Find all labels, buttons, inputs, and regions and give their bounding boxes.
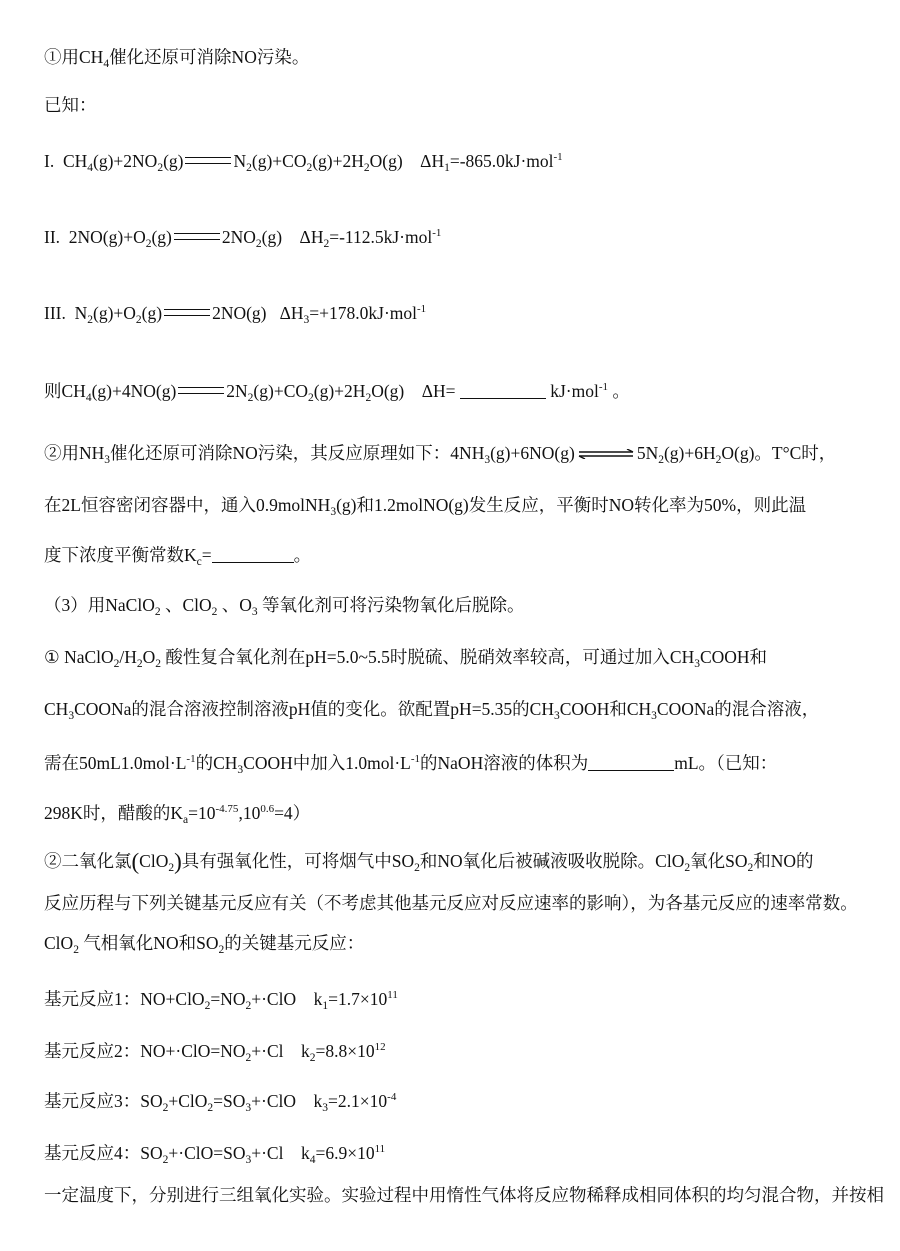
reaction-arrow-icon bbox=[185, 157, 231, 164]
part3-s1-line1: ① $NaClO_2/H_2O_2$ 酸性复合氧化剂在pH=5.0~5.5时脱硫、脱硝效率较高，可通过加入$CH_3COOH$和 bbox=[44, 647, 768, 670]
part3-s1-line2: $CH_3COONa$的混合溶液控制溶液pH值的变化。欲配置pH=5.35的$CH_3COOH$和$CH_3COONa$的混合溶液， bbox=[44, 699, 820, 722]
elementary-reaction-2: 基元反应2：$NO+\cdot ClO=NO_2+\cdot Cl$ $k_2=8.8\times 10^{12}$ bbox=[44, 1041, 386, 1064]
part1-question: 则$CH_4(g)+4NO(g)$ $2N_2(g)+CO_2(g)+2H_2O(g)$ ΔH= kJ·mol$^{-1}$ 。 bbox=[44, 381, 630, 404]
elementary-reaction-1: 基元反应1：$NO+ClO_2=NO_2+\cdot ClO$ $k_1=1.7\times 10^{11}$ bbox=[44, 989, 398, 1012]
part3-s2-line3: ClO$_2$ 气相氧化NO和$SO_2$的关键基元反应： bbox=[44, 933, 365, 956]
part3-title: （3）用NaClO$_2$ 、ClO$_2$ 、$O_3$ 等氧化剂可将污染物氧化后脱除。 bbox=[44, 595, 525, 618]
answer-blank-kc[interactable] bbox=[212, 546, 294, 563]
equilibrium-arrow-icon bbox=[577, 449, 635, 459]
part2-line3: 度下浓度平衡常数$K_c=$ 。 bbox=[44, 545, 312, 568]
reaction-3: III. $N_2(g)+O_2(g)$ 2NO(g) $\Delta H_3=+178.0kJ\cdot mol^{-1}$ bbox=[44, 303, 427, 326]
reaction-arrow-icon bbox=[178, 387, 224, 394]
answer-blank-volume[interactable] bbox=[588, 754, 674, 771]
reaction-2: II. $2NO(g)+O_2(g)$ $2NO_2(g)$ $\Delta H_2=-112.5kJ\cdot mol^{-1}$ bbox=[44, 227, 442, 250]
reaction-arrow-icon bbox=[174, 233, 220, 240]
known-label: 已知： bbox=[44, 95, 97, 115]
elementary-reaction-4: 基元反应4：$SO_2+\cdot ClO=SO_3+\cdot Cl$ $k_4=6.9\times 10^{11}$ bbox=[44, 1143, 386, 1166]
elementary-reaction-3: 基元反应3：$SO_2+ClO_2=SO_3+\cdot ClO$ $k_3=2.1\times 10^{-4}$ bbox=[44, 1091, 397, 1114]
part3-s1-line4: 298K时，醋酸的$K_a=10^{-4.75},10^{0.6}=4$） bbox=[44, 803, 311, 826]
part2-line1: ②用$NH_3$催化还原可消除NO污染，其反应原理如下：$4NH_3(g)+6NO(g)$ $5N_2(g)+6H_2O(g)$。T°C时， bbox=[44, 443, 837, 466]
reaction-1: I. $CH_4(g)+2NO_2(g)$ $N_2(g)+CO_2(g)+2H_2O(g)$ $\Delta H_1=-865.0kJ\cdot mol^{-1}$ bbox=[44, 151, 563, 174]
part3-s2-line1: ②二氧化氯(ClO$_2$)具有强氧化性，可将烟气中$SO_2$和NO氧化后被碱液吸收脱除。ClO$_2$氧化$SO_2$和NO的 bbox=[44, 849, 814, 874]
part1-intro bbox=[44, 46, 309, 75]
reaction-arrow-icon bbox=[164, 309, 210, 316]
part1-intro-text: ①用$CH_4$催化还原可消除NO污染。 bbox=[44, 47, 310, 70]
part3-s1-line3: 需在$50mL1.0mol\cdot L^{-1}$的$CH_3COOH$中加入$1.0mol\cdot L^{-1}$的NaOH溶液的体积为 mL。（已知： bbox=[44, 753, 778, 776]
part3-last-line: 一定温度下，分别进行三组氧化实验。实验过程中用惰性气体将反应物稀释成相同体积的均匀混合物，并按相 bbox=[44, 1185, 884, 1205]
part3-s2-line2: 反应历程与下列关键基元反应有关（不考虑其他基元反应对反应速率的影响），为各基元反应的速率常数。 bbox=[44, 893, 858, 913]
part2-line2: 在2L恒容密闭容器中，通入0.9molNH$_3$(g)和1.2molNO(g)发生反应，平衡时NO转化率为50%，则此温 bbox=[44, 495, 807, 518]
answer-blank-dh[interactable] bbox=[460, 382, 546, 399]
